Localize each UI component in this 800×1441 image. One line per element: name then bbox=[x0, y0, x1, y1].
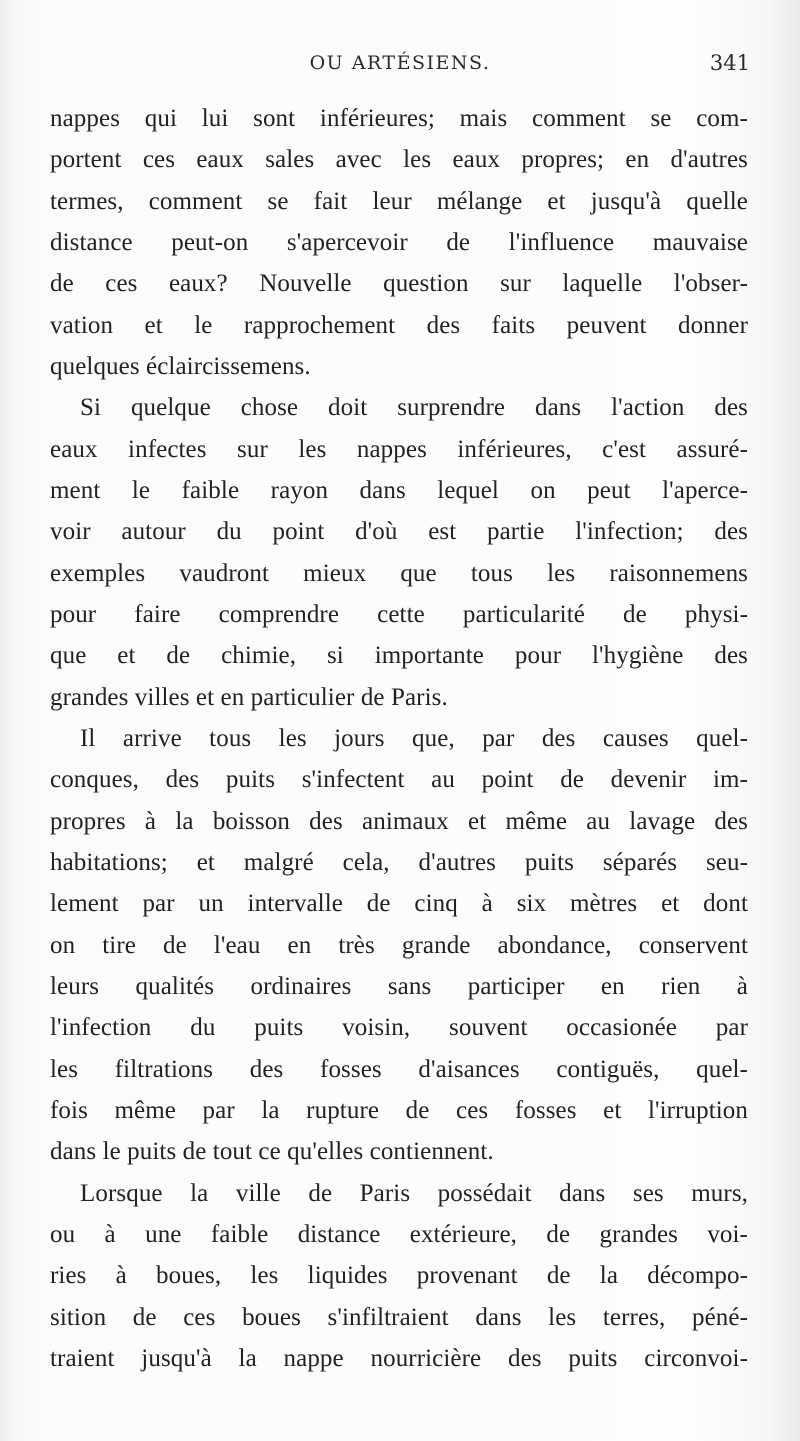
text-line: habitations; et malgré cela, d'autres puits séparés seu- bbox=[50, 848, 748, 876]
text-line: distance peut-on s'apercevoir de l'influence mauvaise bbox=[50, 228, 748, 256]
text-line: Si quelque chose doit surprendre dans l'action des bbox=[80, 394, 748, 422]
paragraph-1 bbox=[50, 98, 748, 387]
text-line: traient jusqu'à la nappe nourricière des puits circonvoi- bbox=[50, 1344, 748, 1372]
paragraph-4 bbox=[50, 1173, 748, 1380]
text-line: eaux infectes sur les nappes inférieures, c'est assuré- bbox=[50, 435, 748, 463]
text-line: propres à la boisson des animaux et même au lavage des bbox=[50, 807, 748, 835]
text-line: grandes villes et en particulier de Paris. bbox=[50, 683, 448, 711]
text-line: nappes qui lui sont inférieures; mais comment se com- bbox=[50, 105, 748, 132]
text-line: ment le faible rayon dans lequel on peut l'aperce- bbox=[50, 476, 748, 504]
page-number: 341 bbox=[709, 51, 750, 75]
text-line: voir autour du point d'où est partie l'infection; des bbox=[50, 518, 748, 546]
text-line: l'infection du puits voisin, souvent occasionée par bbox=[50, 1014, 748, 1042]
text-line: ou à une faible distance extérieure, de grandes voi- bbox=[50, 1220, 748, 1248]
paragraph-3 bbox=[50, 718, 748, 1173]
text-line: conques, des puits s'infectent au point de devenir im- bbox=[50, 766, 748, 794]
running-title: OU ARTÉSIENS. bbox=[309, 52, 491, 74]
paragraph-2 bbox=[50, 387, 748, 718]
text-line: les filtrations des fosses d'aisances contiguës, quel- bbox=[50, 1055, 748, 1083]
text-line: lement par un intervalle de cinq à six mètres et dont bbox=[50, 890, 748, 918]
text-line: pour faire comprendre cette particularité de physi- bbox=[50, 600, 748, 628]
text-line: fois même par la rupture de ces fosses et l'irruption bbox=[50, 1096, 748, 1124]
text-line: que et de chimie, si importante pour l'hygiène des bbox=[50, 642, 748, 670]
text-line: dans le puits de tout ce qu'elles contiennent. bbox=[50, 1138, 494, 1166]
text-line: quelques éclaircissemens. bbox=[50, 352, 311, 380]
text-line: ries à boues, les liquides provenant de la décompo- bbox=[50, 1262, 748, 1290]
text-line: vation et le rapprochement des faits peuvent donner bbox=[50, 311, 748, 339]
text-line: exemples vaudront mieux que tous les raisonnemens bbox=[50, 559, 748, 587]
text-line: Il arrive tous les jours que, par des causes quel- bbox=[80, 724, 748, 752]
page-header bbox=[50, 48, 750, 78]
text-line: termes, comment se fait leur mélange et jusqu'à quelle bbox=[50, 187, 748, 215]
text-line: on tire de l'eau en très grande abondance, conservent bbox=[50, 931, 748, 959]
body-text bbox=[50, 98, 748, 1379]
text-line: sition de ces boues s'infiltraient dans les terres, péné- bbox=[50, 1303, 748, 1331]
text-line: portent ces eaux sales avec les eaux propres; en d'autres bbox=[50, 146, 748, 174]
text-line: de ces eaux? Nouvelle question sur laquelle l'obser- bbox=[50, 270, 748, 298]
text-line: Lorsque la ville de Paris possédait dans ses murs, bbox=[80, 1179, 748, 1207]
text-line: leurs qualités ordinaires sans participer en rien à bbox=[50, 972, 748, 1000]
